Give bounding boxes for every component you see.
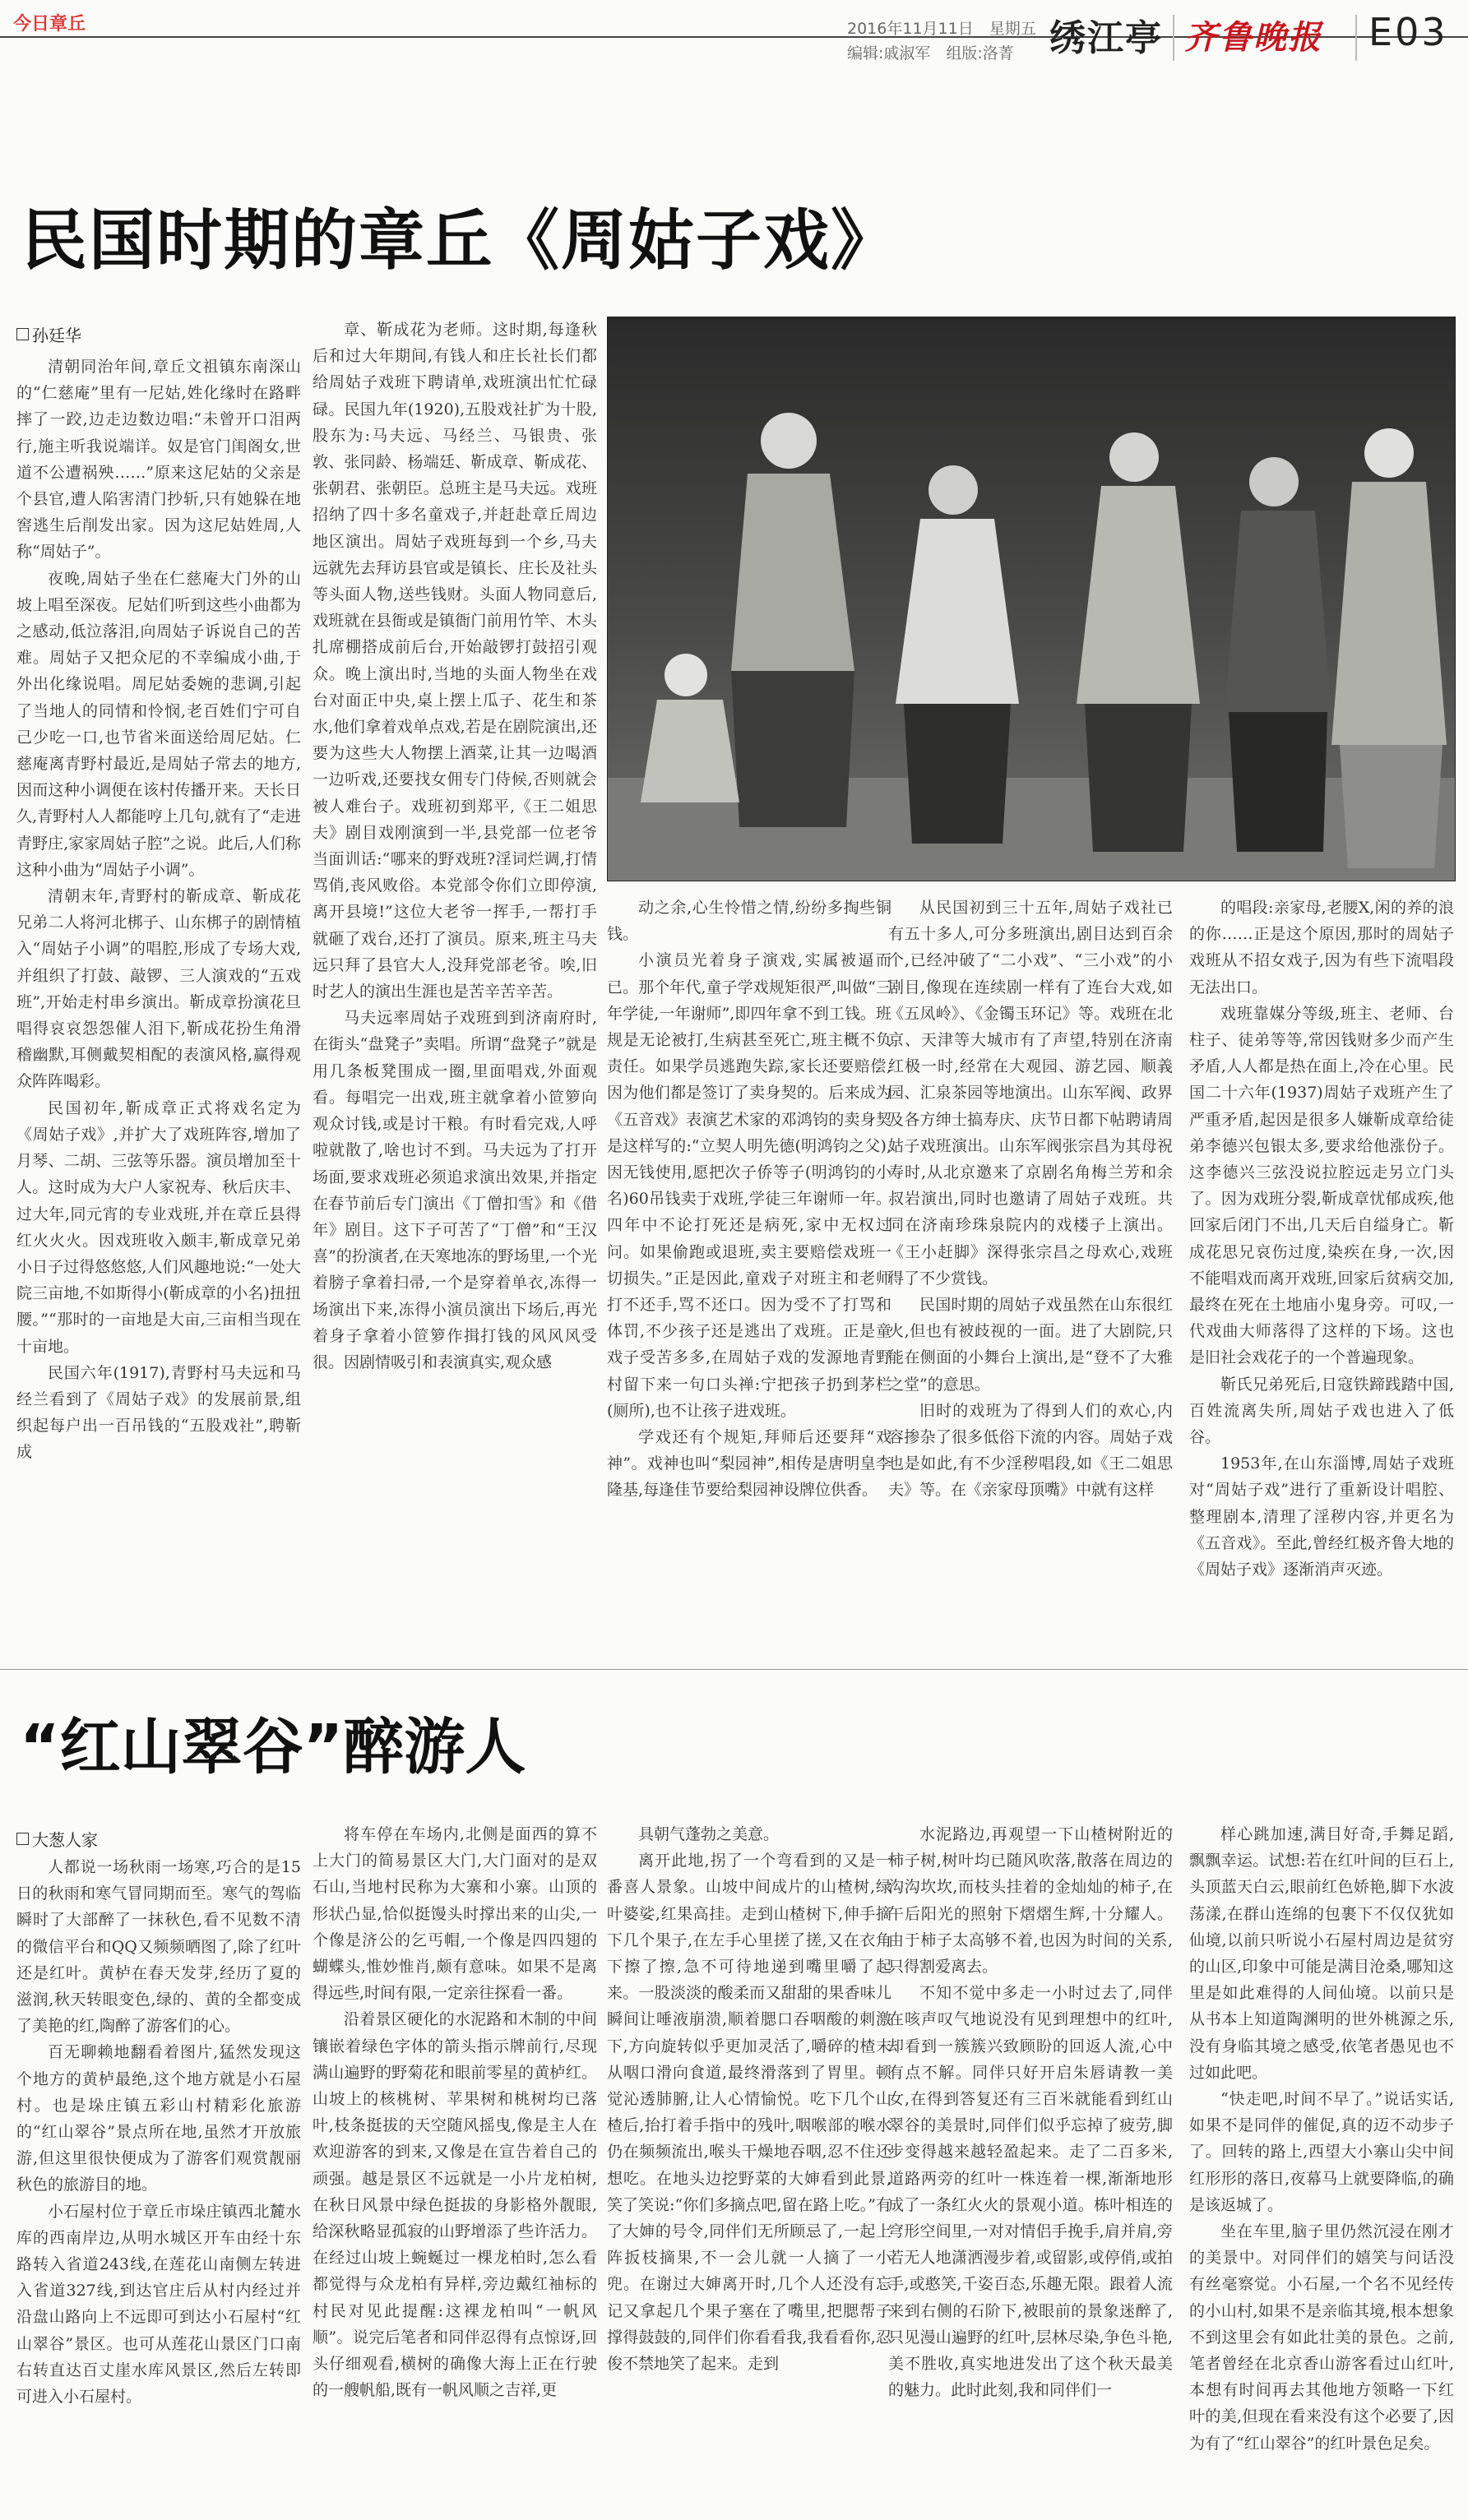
paragraph: 清朝同治年间,章丘文祖镇东南深山的“仁慈庵”里有一尼姑,姓化缘时在路畔摔了一跤,边走边数边唱:“未曾开口泪两行,施主听我说端详。奴是官门闺阁女,世道不公遭祸殃……”原来这尼姑的父亲是个县官,遭人陷害清门抄斩,只有她躲在地窖逃生后削发出家。因为这尼姑姓周,人称“周姑子”。	[16, 358, 301, 562]
paragraph: 学戏还有个规矩,拜师后还要拜“戏神”。戏神也叫“梨园神”,相传是唐明皇李隆基,每逢佳节要给梨园神设牌位供香。	[607, 1428, 891, 1500]
paragraph: 民国六年(1917),青野村马夫远和马经兰看到了《周姑子戏》的发展前景,组织起每户出一百吊钱的“五股戏社”,聘靳成	[16, 1363, 301, 1462]
paragraph: 章、靳成花为老师。这时期,每逢秋后和过大年期间,有钱人和庄长社长们都给周姑子戏班下聘请单,戏班演出忙忙碌碌。民国九年(1920),五股戏社扩为十股,股东为:马夫远、马经兰、马银贵、张敦、张同龄、杨端廷、靳成章、靳成花、张朝君、张朝臣。总班主是马夫远。戏班招纳了四十多名童戏子,并赶赴章丘周边地区演出。周姑子戏班每到一个乡,马夫远就先去拜访县官或是镇长、庄长及社头等头面人物,送些钱财。头面人物同意后,戏班就在县衙或是镇衙门前用竹竿、木头扎席棚搭成前后台,开始敲锣打鼓招引观众。晚上演出时,当地的头面人物坐在戏台对面正中央,桌上摆上瓜子、花生和茶水,他们拿着戏单点戏,若是在剧院演出,还要为这些大人物摆上酒菜,让其一边喝酒一边听戏,还要找女佣专门侍候,否则就会被人难台子。戏班初到郑平,《王二姐思夫》剧目戏刚演到一半,县党部一位老爷当面训话:“哪来的野戏班?淫词烂调,打情骂俏,丧风败俗。本党部令你们立即停演,离开县境!”这位大老爷一挥手,一帮打手就砸了戏台,还打了演员。原来,班主马夫远只拜了县官大人,没拜党部老爷。唉,旧时艺人的演出生涯也是苦辛苦辛苦。	[313, 321, 597, 1001]
paragraph: 沿着景区硬化的水泥路和木制的中间镶嵌着绿色字体的箭头指示牌前行,尽现满山遍野的野菊花和眼前零星的黄栌红。山坡上的核桃树、苹果树和桃树均已落叶,枝条挺拔的天空随风摇曳,像是主人在欢迎游客的到来,又像是在宣告着自己的顽强。越是景区不远就是一小片龙柏树,在秋日风景中绿色挺拔的身影格外靓眼,给深秋略显孤寂的山野增添了些许活力。在经过山坡上蜿蜒过一棵龙柏时,怎么看都觉得与众龙柏有异样,旁边戴红袖标的村民对见此提醒:这裸龙柏叫“一帆风顺”。说完后笔者和同伴忍得有点惊讶,回头仔细观看,横树的确像大海上正在行驶的一艘帆船,既有一帆风顺之吉祥,更	[313, 2010, 597, 2400]
masthead-divider	[1355, 15, 1357, 61]
paper-logo: 齐鲁晚报	[1184, 18, 1322, 57]
byline	[16, 1827, 98, 1851]
paragraph: 动之余,心生怜惜之情,纷纷多掏些铜钱。	[607, 899, 891, 944]
paragraph: 离开此地,拐了一个弯看到的又是一番喜人景象。山坡中间成片的山楂树,绿叶婆娑,红果高挂。走到山楂树下,伸手摘下几个果子,在左手心里搓了搓,又在衣角下擦了擦,急不可待地递到嘴里嚼了起来。一股淡淡的酸柔而又甜甜的果香味儿瞬间让唾液崩溃,顺着腮口吞咽酸的刺激下,方向旋转似乎更加灵活了,嚼碎的楂末从咽口滑向食道,最终滑落到了胃里。顿觉沁透肺腑,让人心情愉悦。吃下几个山楂后,抬打着手指中的残叶,咽喉部的喉水仍在频频流出,喉头干燥地吞咽,忍不住还想吃。在地头边挖野菜的大婶看到此景,笑了笑说:“你们多摘点吧,留在路上吃。”有了大婶的号令,同伴们无所顾忌了,一起上阵扳枝摘果,不一会儿就一人摘了一小兜。在谢过大婶离开时,几个人还没有忘记又拿起几个果子塞在了嘴里,把腮帮子撑得鼓鼓的,同伴们你看看我,我看看你,忍俊不禁地笑了起来。走到	[607, 1852, 891, 2374]
editor-line: 编辑:戚淑军 组版:洛菁	[847, 44, 1014, 62]
byline	[16, 322, 81, 346]
paragraph: 将车停在车场内,北侧是面西的算不上大门的简易景区大门,大门面对的是双石山,当地村民称为大寨和小寨。山顶的形状凸显,恰似挺馒头时撑出来的山尖,一个像是济公的乞丐帽,一个像是四四翅的蝴蝶头,惟妙惟肖,颇有意味。如果不是离得远些,时间有限,一定亲往探看一番。	[313, 1825, 597, 2003]
article-divider	[0, 1669, 1468, 1670]
paragraph: 样心跳加速,满目好奇,手舞足蹈,飘飘幸运。试想:若在红叶间的巨石上,头顶蓝天白云,眼前红色娇艳,脚下水波荡漾,在群山连绵的包裹下不仅仅犹如仙境,以前只听说小石屋村周边是贫穷的山区,印象中可能是满目沧桑,哪知这里是如此难得的人间仙境。以前只是从书本上知道陶渊明的世外桃源之乐,没有身临其境之感受,依笔者愚见也不过如此吧。	[1189, 1825, 1454, 2082]
byline-author: 大葱人家	[32, 1830, 98, 1850]
paragraph: 小石屋村位于章丘市垛庄镇西北麓水库的西南岸边,从明水城区开车由经十东路转入省道243线,在莲花山南侧左转进入省道327线,到达官庄后从村内经过并沿盘山路向上不远即可到达小石屋村“红山翠谷”景区。也可从莲花山景区门口南右转直达百丈崖水库风景区,然后左转即可进入小石屋村。	[16, 2202, 301, 2407]
paragraph: 清朝末年,青野村的靳成章、靳成花兄弟二人将河北梆子、山东梆子的剧情植入“周姑子小调”的唱腔,形成了专场大戏,并组织了打鼓、敲锣、三人演戏的“五戏班”,开始走村串乡演出。靳成章扮演花旦唱得哀哀怨怨催人泪下,靳成花扮生角滑稽幽默,耳侧戴契相配的表演风格,赢得观众阵阵喝彩。	[16, 887, 301, 1091]
article-headline: 民国时期的章丘《周姑子戏》	[21, 202, 898, 279]
paragraph: 具朝气蓬勃之美意。	[638, 1825, 780, 1843]
stage-photo-graphic	[608, 317, 1455, 881]
article-column	[888, 895, 1173, 1659]
article-column	[607, 895, 891, 1659]
article-column	[16, 1854, 301, 2512]
paragraph: 水泥路边,再观望一下山楂树附近的柿子树,树叶均已随风吹落,散落在周边的沟沟坎坎,而枝头挂着的金灿灿的柿子,在午后阳光的照射下熠熠生辉,十分耀人。由于柿子太高够不着,也因为时间的关系,只得割爱离去。	[888, 1825, 1173, 1977]
article-headline: “红山翠谷”醉游人	[20, 1712, 526, 1782]
paragraph: 戏班靠媒分等级,班主、老师、台柱子、徒弟等等,常因钱财多少而产生矛盾,人人都是热在面上,冷在心里。民国二十六年(1937)周姑子戏班产生了严重矛盾,起因是很多人嫌靳成章给徒弟李德兴包银太多,要求给他涨份子。这李德兴三弦没说拉腔远走另立门头了。因为戏班分裂,靳成章忧郁成疾,他回家后闭门不出,几天后自缢身亡。靳成花思兄哀伤过度,染疾在身,一次,因不能唱戏而离开戏班,回家后贫病交加,最终在死在土地庙小鬼身旁。可叹,一代戏曲大师落得了这样的下场。这也是旧社会戏花子的一个普遍现象。	[1189, 1004, 1454, 1367]
paragraph: 1953年,在山东淄博,周姑子戏班对“周姑子戏”进行了重新设计唱腔、整理剧本,清理了淫秽内容,并更名为《五音戏》。至此,曾经红极齐鲁大地的《周姑子戏》逐渐消声灭迹。	[1189, 1454, 1454, 1579]
paragraph: 夜晚,周姑子坐在仁慈庵大门外的山坡上唱至深夜。尼姑们听到这些小曲都为之感动,低泣落泪,向周姑子诉说自己的苦难。周姑子又把众尼的不幸编成小曲,于外出化缘说唱。周尼姑委婉的悲调,引起了当地人的同情和怜悯,老百姓们宁可自己少吃一口,也节省米面送给周尼姑。仁慈庵离青野村最近,是周姑子常去的地方,因而这种小调便在该村传播开来。天长日久,青野村人人都能哼上几句,就有了“走进青野庄,家家周姑子腔”之说。此后,人们称这种小曲为“周姑子小调”。	[16, 569, 301, 879]
masthead-divider	[1173, 15, 1174, 61]
byline-box-icon	[16, 328, 29, 340]
performer-figure	[1225, 457, 1331, 852]
byline-author: 孙廷华	[32, 326, 81, 345]
paragraph: 民国时期的周姑子戏虽然在山东很红火,但也有被歧视的一面。进了大剧院,只能在侧面的小舞台上演出,是“登不了大雅之堂”的意思。	[888, 1296, 1173, 1394]
article-column	[1189, 895, 1454, 1659]
section-label: 今日章丘	[13, 14, 86, 35]
paragraph: 百无聊赖地翻看着图片,猛然发现这个地方的黄栌最绝,这个地方就是小石屋村。也是垛庄镇五彩山村精彩化旅游的“红山翠谷”景点所在地,虽然才开放旅游,但这里很快便成为了游客们观赏靓丽秋色的旅游目的地。	[16, 2043, 301, 2194]
article-column	[1189, 1821, 1454, 2512]
article-column	[16, 354, 301, 1669]
paragraph: 坐在车里,脑子里仍然沉浸在刚才的美景中。对同伴们的嬉笑与问话没有丝毫察觉。小石屋,一个名不见经传的小山村,如果不是亲临其境,根本想象不到这里会有如此壮美的景色。之前,笔者曾经在北京香山游客看过山红叶,本想有时间再去其他地方领略一下红叶的美,但现在看来没有这个必要了,因为有了“红山翠谷”的红叶景色足矣。	[1189, 2222, 1454, 2453]
paragraph: 民国初年,靳成章正式将戏名定为《周姑子戏》,并扩大了戏班阵容,增加了月琴、二胡、三弦等乐器。演员增加至十人。这时成为大户人家祝寿、秋后庆丰、过大年,同元宵的专业戏班,并在章丘县得红火火火。因戏班收入颇丰,靳成章兄弟小日子过得悠悠悠,人们风趣地说:“一处大院三亩地,不如斯得小(靳成章的小名)扭扭腰。”“那时的一亩地是大亩,三亩相当现在十亩地。	[16, 1098, 301, 1356]
paragraph: 小演员光着身子演戏,实属被逼而已。那个年代,童子学戏规矩很严,叫做“三年学徒,一年谢师”,即四年拿不到工钱。班规是无论被打,生病甚至死亡,班主概不负责任。如果学员逃跑失踪,家长还要赔偿,因为他们都是签订了卖身契的。后来成为《五音戏》表演艺术家的邓鸿钧的卖身契是这样写的:“立契人明先德(明鸿钧之父),因无钱使用,愿把次子侨等子(明鸿钧的小名)60吊钱卖于戏班,学徒三年谢师一年。四年中不论打死还是病死,家中无权过问。如果偷跑或退班,卖主要赔偿戏班一切损失。”正是因此,童戏子对班主和老师打不还手,骂不还口。因为受不了打骂和体罚,不少孩子还是逃出了戏班。正是童戏子受苦多多,在周姑子戏的发源地青野村留下来一句口头禅:宁把孩子扔到茅栏(厕所),也不让孩子进戏班。	[607, 951, 891, 1420]
paragraph: 从民国初到三十五年,周姑子戏社已有五十多人,可分多班演出,剧目达到百余个,已经冲破了“二小戏”、“三小戏”的小剧目,像现在连续剧一样有了连台大戏,如《五凤岭》、《金镯玉环记》等。戏班在北京、天津等大城市有了声望,特别在济南红极一时,经常在大观园、游艺园、顺義园、汇泉茶园等地演出。山东军阀、政界及各方绅士搞寿庆、庆节日都下帖聘请周姑子戏班演出。山东军阀张宗昌为其母祝寿时,从北京邀来了京剧名角梅兰芳和余叔岩演出,同时也邀请了周姑子戏班。共同在济南珍珠泉院内的戏楼子上演出。《王小赶脚》深得张宗昌之母欢心,戏班得了不少赏钱。	[888, 899, 1173, 1288]
paragraph: 的唱段:亲家母,老腰X,闲的养的浪的你……正是这个原因,那时的周姑子戏班从不招女戏子,因为有些下流唱段无法出口。	[1189, 899, 1454, 996]
paragraph: 靳氏兄弟死后,日寇铁蹄践踏中国,百姓流离失所,周姑子戏也进入了低谷。	[1189, 1375, 1454, 1447]
article-column	[313, 317, 597, 1669]
article-column	[313, 1821, 597, 2512]
stage-photo	[607, 317, 1456, 881]
paragraph: 不知不觉中多走一小时过去了,同伴在咳声叹气地说没有见到理想中的红叶,却看到一簇簇兴致顾盼的回返人流,心中有点不解。同伴只好开启朱唇请教一美女,在得到答复还有三百米就能看到红山翠谷的美景时,同伴们似乎忘掉了疲劳,脚步变得越来越轻盈起来。走了二百多米,道路两旁的红叶一株连着一棵,渐渐地形成了一条红火火的景观小道。栋叶相连的穹形空间里,一对对情侣手挽手,肩并肩,旁若无人地潇洒漫步着,或留影,或停俏,或拍手,或憨笑,千姿百态,乐趣无限。跟着人流来到右侧的石阶下,被眼前的景象迷醉了,只见漫山遍野的红叶,层林尽染,争色斗艳,美不胜收,真实地进发出了这个秋天最美的魅力。此时此刻,我和同伴们一	[888, 1984, 1173, 2400]
article-column	[607, 1821, 891, 2512]
paragraph: 人都说一场秋雨一场寒,巧合的是15日的秋雨和寒气冒同期而至。寒气的驾临瞬时了大部醉了一抹秋色,看不见数不清的微信平台和QQ又频频晒图了,除了红叶还是红叶。黄栌在春天发芽,经历了夏的滋润,秋天转眼变色,绿的、黄的全都变成了美艳的红,陶醉了游客们的心。	[16, 1858, 301, 2036]
byline-box-icon	[16, 1833, 29, 1845]
column-name: 绣江亭	[1049, 17, 1163, 59]
paragraph: 旧时的戏班为了得到人们的欢心,内容掺杂了很多低俗下流的内容。周姑子戏也是如此,有不少淫秽唱段,如《王二姐思夫》等。在《亲家母顶嘴》中就有这样	[888, 1401, 1173, 1500]
article-column	[888, 1821, 1173, 2512]
paragraph: 马夫远率周姑子戏班到到济南府时,在街头“盘凳子”卖唱。所谓“盘凳子”就是用几条板凳围成一圈,里面唱戏,外面观看。每唱完一出戏,班主就拿着小笸箩向观众讨钱,或是讨干粮。有时看完戏,人呼啦就散了,啥也讨不到。马夫远为了打开场面,要求戏班必须追求演出效果,并指定在春节前后专门演出《丁僧扣雪》和《借年》剧目。这下子可苦了“丁僧”和“王汉喜”的扮演者,在天寒地冻的野场里,一个光着膀子拿着扫帚,一个是穿着单衣,冻得一场演出下来,冻得小演员演出下场后,再光着身子拿着小笸箩作揖打钱的风风风受很。因剧情吸引和表演真实,观众感	[313, 1009, 597, 1371]
paragraph: “快走吧,时间不早了。”说话实话,如果不是同伴的催促,真的迈不动步子了。回转的路上,西望大小寨山尖中间红形形的落日,夜幕马上就要降临,的确是该返城了。	[1189, 2090, 1454, 2214]
date-line: 2016年11月11日 星期五	[847, 20, 1036, 38]
page-number: E03	[1368, 10, 1448, 54]
